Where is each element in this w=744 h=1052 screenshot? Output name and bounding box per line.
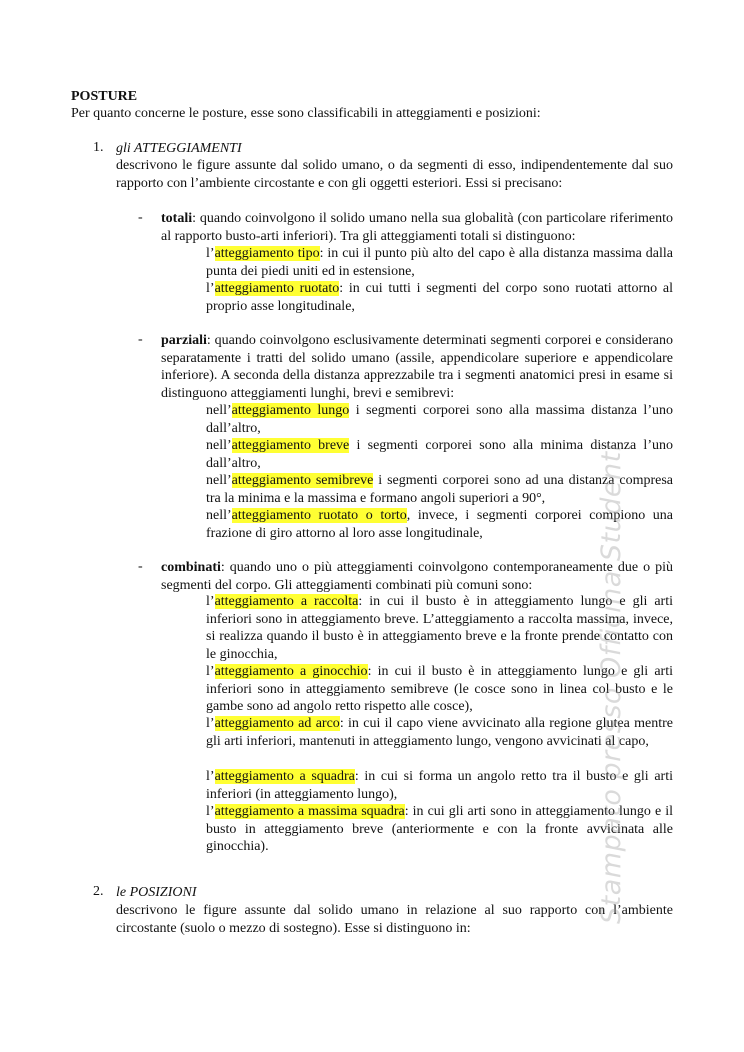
- item-prefix: l’: [206, 769, 215, 784]
- item-text: : in cui il capo viene avvicinato alla regione glutea mentre gli arti inferiori, mantenuti in atteggiamento lungo, vengono avvicinati al capo,: [206, 716, 673, 749]
- section-2-description: descrivono le figure assunte dal solido umano in relazione al suo rapporto con l’ambiente circostante (suolo o mezzo di sostegno). Esse si distinguono in:: [116, 903, 673, 936]
- item-prefix: nell’: [206, 473, 232, 488]
- item-text: : in cui il busto è in atteggiamento lungo e gli arti inferiori sono in atteggiamento semibreve (le cosce sono in linea col busto e le gambe sono ad angolo retto rispetto alle cosce),: [206, 664, 673, 714]
- section-2-number: 2.: [93, 884, 104, 899]
- highlighted-term: atteggiamento tipo: [214, 246, 320, 261]
- item-text: : in cui il punto più alto del capo è alla distanza massima dalla punta dei piedi uniti ed in estensione,: [206, 246, 673, 279]
- section-1-heading: gli ATTEGGIAMENTI: [116, 141, 242, 156]
- item-text: : in cui il busto è in atteggiamento lungo e gli arti inferiori sono in atteggiamento breve. L’atteggiamento a raccolta massima, invece, si realizza quando il busto è in atteggiamento breve e la fronte prende contatto con le ginocchia,: [206, 594, 673, 662]
- item-prefix: l’: [206, 716, 215, 731]
- item-text: i segmenti corporei sono alla minima distanza l’uno dall’altro,: [206, 438, 673, 471]
- page-title: POSTURE: [71, 89, 138, 104]
- totali-paragraph: [161, 210, 673, 245]
- totali-text: : quando coinvolgono il solido umano nella sua globalità (con particolare riferimento al rapporto busto-arti inferiori). Tra gli atteggiamenti totali si distinguono:: [161, 211, 673, 244]
- totali-term: totali: [161, 211, 193, 226]
- item-prefix: l’: [206, 246, 215, 261]
- item-prefix: l’: [206, 664, 215, 679]
- parziali-paragraph: [161, 332, 673, 402]
- parziali-term: parziali: [161, 333, 207, 348]
- list-item: [206, 280, 673, 315]
- item-text: : in cui si forma un angolo retto tra il busto e gli arti inferiori (in atteggiamento lungo),: [206, 769, 673, 802]
- item-prefix: l’: [206, 594, 215, 609]
- item-text: i segmenti corporei sono alla massima distanza l’uno dall’altro,: [206, 403, 673, 436]
- section-1-description: descrivono le figure assunte dal solido umano, o da segmenti di esso, indipendentemente dal suo rapporto con l’ambiente circostante e con gli oggetti esteriori. Essi si precisano:: [116, 158, 673, 191]
- bullet-dash: -: [138, 210, 143, 225]
- highlighted-term: atteggiamento a squadra: [214, 769, 355, 784]
- item-prefix: nell’: [206, 438, 232, 453]
- highlighted-term: atteggiamento a raccolta: [214, 594, 359, 609]
- item-text: : in cui tutti i segmenti del corpo sono ruotati attorno al proprio asse longitudinale,: [206, 281, 673, 314]
- item-text: i segmenti corporei sono ad una distanza compresa tra la minima e la massima e formano angoli superiori a 90°,: [206, 473, 673, 506]
- parziali-text: : quando coinvolgono esclusivamente determinati segmenti corporei e considerano separatamente i tratti del solido umano (assile, appendicolare superiore e appendicolare inferiore). A seconda della distanza apprezzabile tra i segmenti anatomici presi in esame si distinguono atteggiamenti lunghi, brevi e semibrevi:: [161, 333, 673, 401]
- highlighted-term: atteggiamento lungo: [231, 403, 350, 418]
- list-item: [206, 245, 673, 280]
- intro-text: Per quanto concerne le posture, esse sono classificabili in atteggiamenti e posizioni:: [71, 106, 541, 121]
- highlighted-term: atteggiamento ruotato: [214, 281, 340, 296]
- list-item: [206, 402, 673, 437]
- section-1-number: 1.: [93, 140, 104, 155]
- combinati-text: : quando uno o più atteggiamenti coinvolgono contemporaneamente due o più segmenti del corpo. Gli atteggiamenti combinati più comuni sono:: [161, 560, 673, 593]
- watermark: Stampato presso Officina Studenti: [596, 443, 627, 924]
- highlighted-term: atteggiamento ad arco: [214, 716, 340, 731]
- highlighted-term: atteggiamento semibreve: [231, 473, 374, 488]
- combinati-term: combinati: [161, 560, 221, 575]
- item-text: , invece, i segmenti corporei compiono una frazione di giro attorno al loro asse longitudinale,: [206, 508, 673, 541]
- bullet-dash: -: [138, 559, 143, 574]
- highlighted-term: atteggiamento ruotato o torto: [231, 508, 407, 523]
- item-prefix: nell’: [206, 508, 232, 523]
- item-text: : in cui gli arti sono in atteggiamento lungo e il busto in atteggiamento breve (anteriormente e con la fronte avvicinata alle ginocchia).: [206, 804, 673, 854]
- highlighted-term: atteggiamento breve: [231, 438, 350, 453]
- bullet-dash: -: [138, 332, 143, 347]
- item-prefix: l’: [206, 804, 215, 819]
- item-prefix: l’: [206, 281, 215, 296]
- highlighted-term: atteggiamento a ginocchio: [214, 664, 368, 679]
- section-2-heading: le POSIZIONI: [116, 885, 197, 900]
- highlighted-term: atteggiamento a massima squadra: [214, 804, 405, 819]
- item-prefix: nell’: [206, 403, 232, 418]
